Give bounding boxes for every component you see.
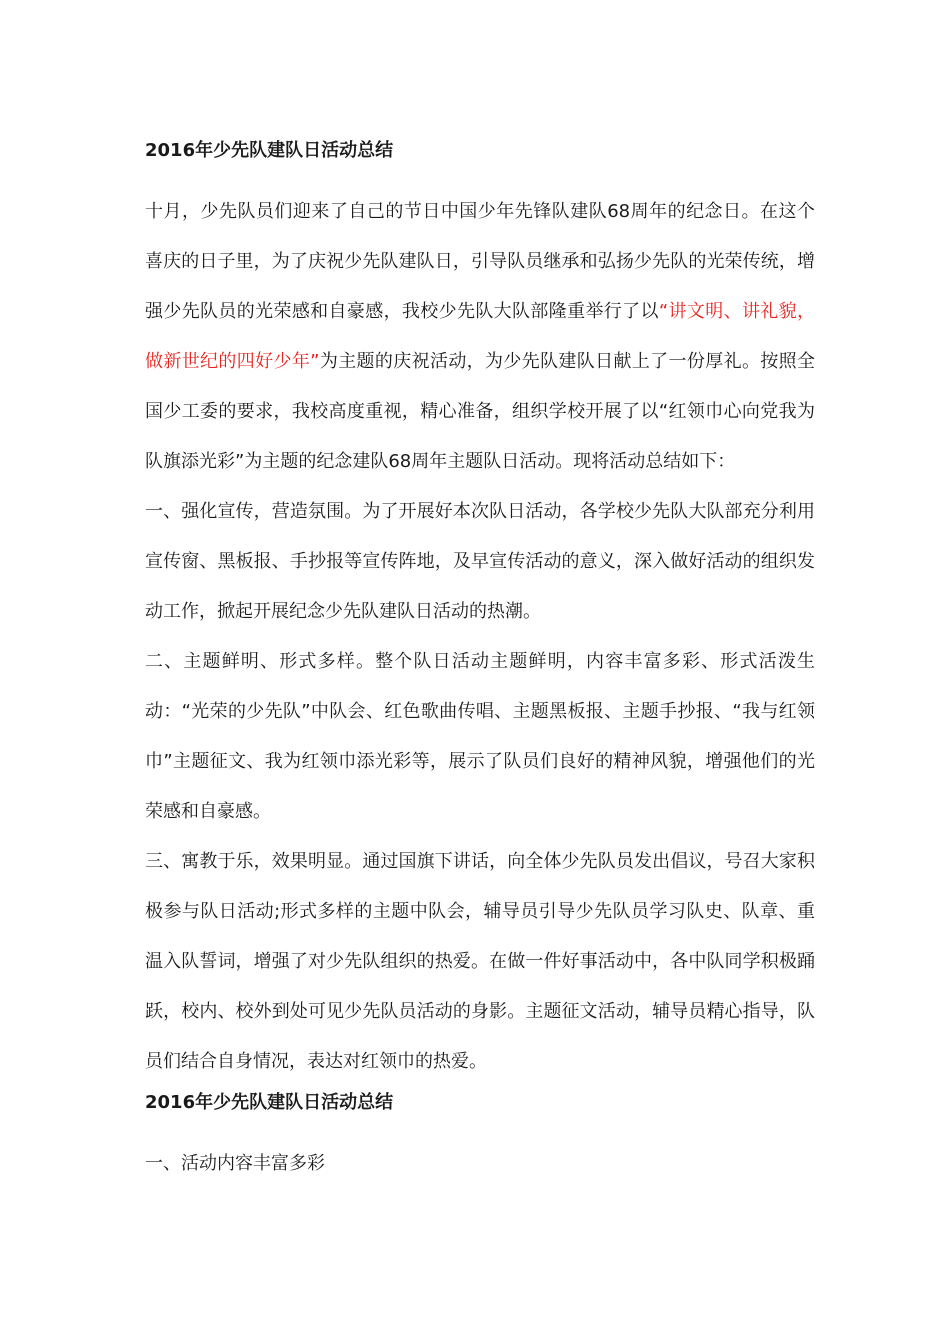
activity-theme-red: “讲文明、讲礼貌，做新世纪的四好少年” bbox=[145, 301, 815, 372]
intro-text-b: 为主题的庆祝活动，为少先队建队日献上了一份厚礼。按照全国少工委的要求，我校高度重视，精心准备，组织学校开展了以“红领巾心向党我为队旗添光彩”为主题的纪念建队68周年主题队日活动。现将活动总结如下： bbox=[145, 351, 816, 472]
section-2-paragraph: 二、主题鲜明、形式多样。整个队日活动主题鲜明，内容丰富多彩、形式活泼生动：“光荣的少先队”中队会、红色歌曲传唱、主题黑板报、主题手抄报、“我与红领巾”主题征文、我为红领巾添光彩等，展示了队员们良好的精神风貌，增强他们的光荣感和自豪感。 bbox=[145, 651, 815, 822]
document-title: 2016年少先队建队日活动总结 bbox=[145, 140, 394, 161]
section-1-paragraph: 一、强化宣传，营造氛围。为了开展好本次队日活动，各学校少先队大队部充分利用宣传窗、黑板报、手抄报等宣传阵地，及早宣传活动的意义，深入做好活动的组织发动工作，掀起开展纪念少先队建队日活动的热潮。 bbox=[145, 501, 815, 622]
intro-paragraph bbox=[145, 187, 815, 487]
document-title-repeat: 2016年少先队建队日活动总结 bbox=[145, 1092, 394, 1113]
subsection-1-heading: 一、活动内容丰富多彩 bbox=[145, 1153, 325, 1174]
intro-text-a: 十月，少先队员们迎来了自己的节日中国少年先锋队建队68周年的纪念日。在这个喜庆的日子里，为了庆祝少先队建队日，引导队员继承和弘扬少先队的光荣传统，增强少先队员的光荣感和自豪感，我校少先队大队部隆重举行了以 bbox=[145, 201, 815, 322]
section-3-paragraph: 三、寓教于乐，效果明显。通过国旗下讲话，向全体少先队员发出倡议，号召大家积极参与队日活动;形式多样的主题中队会，辅导员引导少先队员学习队史、队章、重温入队誓词，增强了对少先队组织的热爱。在做一件好事活动中，各中队同学积极踊跃，校内、校外到处可见少先队员活动的身影。主题征文活动，辅导员精心指导，队员们结合自身情况，表达对红领巾的热爱。 bbox=[145, 851, 815, 1072]
document-page bbox=[145, 137, 815, 1189]
